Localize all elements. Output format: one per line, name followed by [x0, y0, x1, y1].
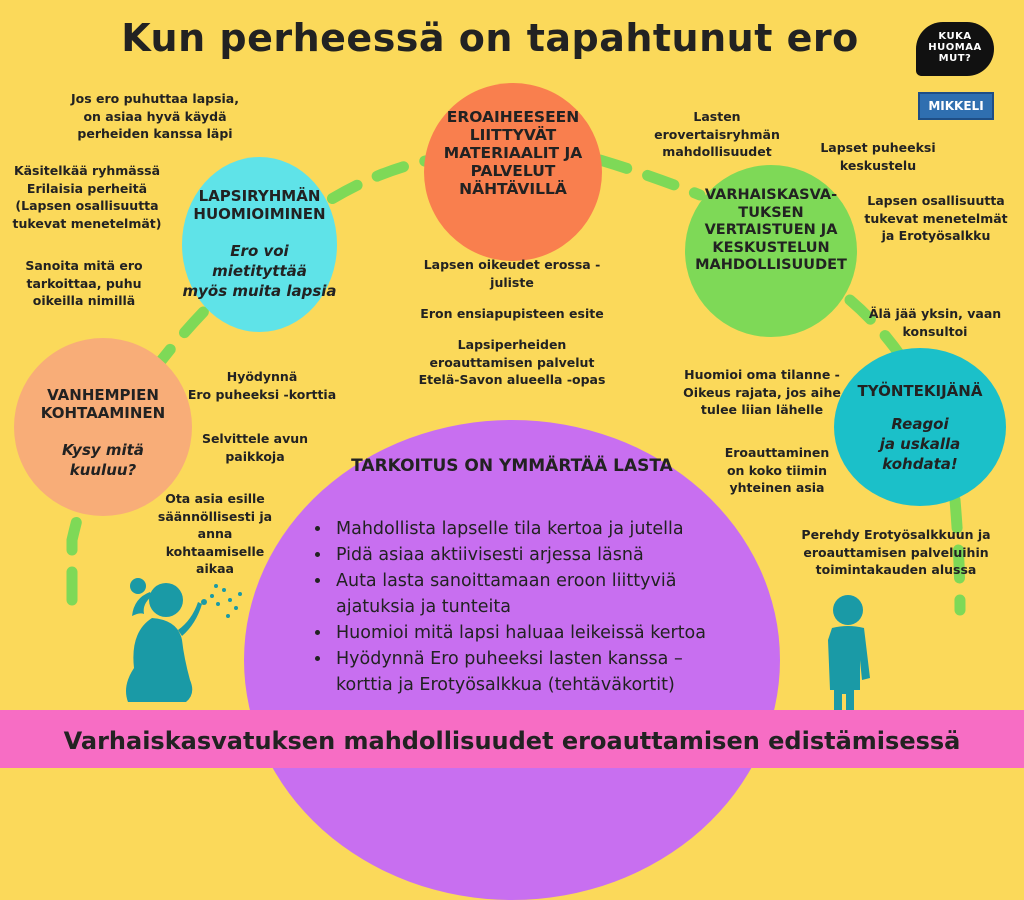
note-lapset-puheeksi: Lapset puheeksi keskustelu [820, 140, 936, 173]
footer-banner: Varhaiskasvatuksen mahdollisuudet eroauttamisen edistämisessä [0, 710, 1024, 768]
page-title: Kun perheessä on tapahtunut ero [121, 16, 859, 60]
mikkeli-logo: MIKKELI [918, 92, 994, 120]
note-familiarize: Perehdy Erotyösalkkuun ja eroauttamisen palveluihin toimintakauden alussa [801, 527, 991, 577]
note-group-discussion: Käsitelkää ryhmässä Erilaisia perheitä (Lapsen osallisuutta tukevat menetelmät) [12, 163, 162, 231]
note-participation-methods: Lapsen osallisuutta tukevat menetelmät ja Erotyösalkku [864, 193, 1008, 243]
note-find-help: Selvittele avun paikkoja [201, 431, 309, 464]
note-regular-time: Ota asia esille säännöllisesti ja anna kohtaamiselle aikaa [157, 491, 273, 576]
circle-peer-support: VARHAISKASVA- TUKSEN VERTAISTUEN JA KESKUSTELUN MAHDOLLISUUDET [685, 165, 857, 337]
list-item: • Pidä asiaa aktiivisesti arjessa läsnä [332, 542, 772, 568]
note-first-aid-leaflet: Eron ensiapupisteen esite [420, 306, 604, 321]
note-talk-with-families: Jos ero puhuttaa lapsia, on asiaa hyvä käydä perheiden kanssa läpi [70, 91, 239, 141]
circle-child-group: LAPSIRYHMÄN HUOMIOIMINEN Ero voi mietityttää myös muita lapsia [182, 157, 337, 332]
dome-list [300, 516, 772, 698]
kuka-huomaa-mut-logo: KUKA HUOMAA MUT? [916, 22, 994, 76]
list-item: • Hyödynnä Ero puheeksi lasten kanssa – korttia ja Erotyösalkkua (tehtäväkortit) [332, 646, 772, 698]
note-use-card: Hyödynnä Ero puheeksi -korttia [187, 369, 337, 402]
list-item: • Huomioi mitä lapsi haluaa leikeissä kertoa [332, 620, 772, 646]
list-item: • Mahdollista lapselle tila kertoa ja jutella [332, 516, 772, 542]
note-own-situation: Huomioi oma tilanne - Oikeus rajata, jos aihe tulee liian lähelle [683, 367, 841, 417]
note-rights-poster: Lapsen oikeudet erossa - juliste [423, 257, 601, 290]
note-peer-groups: Lasten erovertaisryhmän mahdollisuudet [654, 109, 780, 159]
circle-materials: EROAIHEESEEN LIITTYVÄT MATERIAALIT JA PALVELUT NÄHTÄVILLÄ [424, 83, 602, 261]
circle-worker: TYÖNTEKIJÄNÄ Reagoi ja uskalla kohdata! [834, 348, 1006, 506]
girl-blowing-dandelion-icon [108, 560, 248, 710]
circle-parents: VANHEMPIEN KOHTAAMINEN Kysy mitä kuuluu? [14, 338, 192, 516]
note-name-things: Sanoita mitä ero tarkoittaa, puhu oikeilla nimillä [25, 258, 143, 308]
dome-title: TARKOITUS ON YMMÄRTÄÄ LASTA [351, 456, 673, 476]
note-team-matter: Eroauttaminen on koko tiimin yhteinen asia [724, 445, 830, 495]
list-item: • Auta lasta sanoittamaan eroon liittyviä ajatuksia ja tunteita [332, 568, 772, 620]
note-services-guide: Lapsiperheiden eroauttamisen palvelut Etelä-Savon alueella -opas [418, 337, 606, 387]
note-consult: Älä jää yksin, vaan konsultoi [868, 306, 1002, 339]
